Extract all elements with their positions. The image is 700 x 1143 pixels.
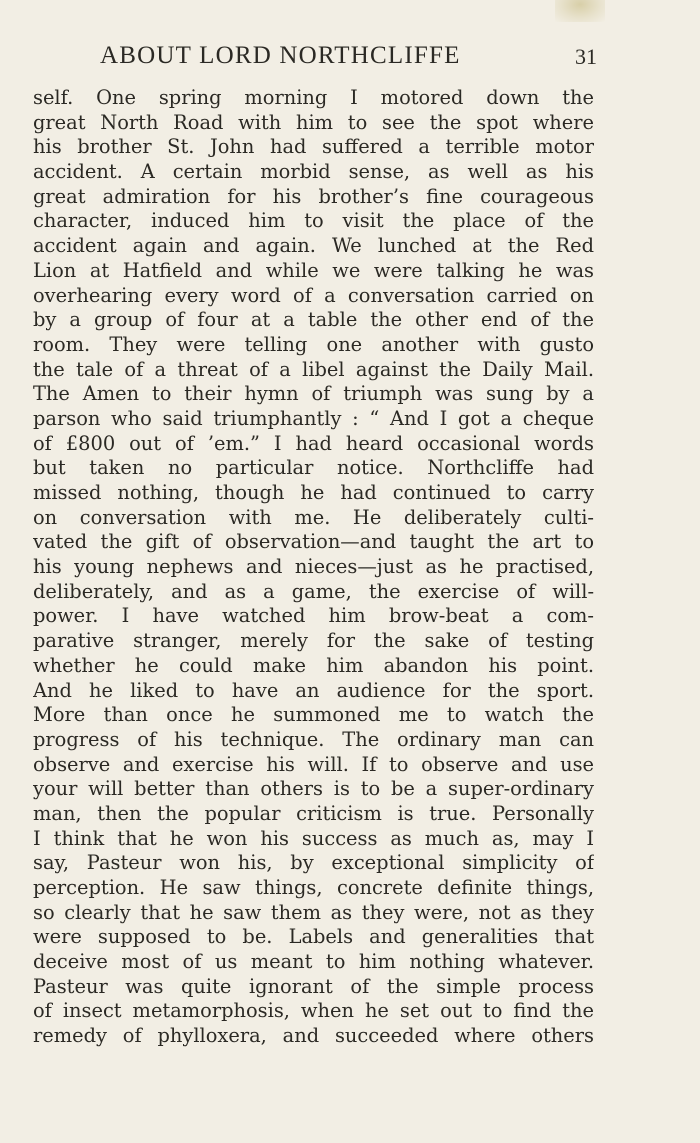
page-header [100,42,600,72]
text-line: Pasteur was quite ignorant of the simple process [33,974,594,998]
text-line: self. One spring morning I motored down the [33,86,594,109]
text-line: perception. He saw things, concrete definite things, [33,876,594,899]
text-line: room. They were telling one another with gusto [33,332,594,356]
text-line: were supposed to be. Labels and generalities that [33,925,594,949]
page-stain [555,0,605,22]
text-line: his brother St. John had suffered a terrible motor [33,135,594,159]
text-line: parative stranger, merely for the sake of testing [33,629,594,653]
text-line: deliberately, and as a game, the exercise of will- [33,579,594,603]
text-line: by a group of four at a table the other end of the [33,308,594,332]
text-line: great admiration for his brother’s fine courageous [33,184,594,208]
text-line: but taken no particular notice. Northcliffe had [33,456,594,480]
text-line-daily-mail: the tale of a threat of a libel against the Daily Mail. [33,357,594,381]
text-line: missed nothing, though he had continued to carry [33,481,594,504]
text-line: character, induced him to visit the place of the [33,209,594,233]
text-line: say, Pasteur won his, by exceptional simplicity of [33,851,594,875]
text-line: overhearing every word of a conversation carried on [33,283,594,307]
text-line: I think that he won his success as much as, may I [33,826,594,850]
text-line: of £800 out of ’em.” I had heard occasional words [33,431,594,455]
text-line: accident again and again. We lunched at the Red [33,234,594,258]
text-line: of insect metamorphosis, when he set out to find the [33,999,594,1023]
page-number: 31 [575,44,597,69]
text-line: your will better than others is to be a super-ordinary [33,777,594,801]
text-line: progress of his technique. The ordinary man can [33,727,594,751]
text-line: power. I have watched him brow-beat a com- [33,604,594,628]
text-line: observe and exercise his will. If to observe and use [33,752,594,776]
text-line: deceive most of us meant to him nothing whatever. [33,950,594,974]
text-line: And he liked to have an audience for the sport. [33,678,594,702]
text-line: on conversation with me. He deliberately culti- [33,505,594,529]
text-line: vated the gift of observation—and taught the art to [33,530,594,554]
body-text [33,86,594,1049]
text-line: remedy of phylloxera, and succeeded where others [33,1024,594,1048]
running-head: ABOUT LORD NORTHCLIFFE [100,42,461,69]
text-line: his young nephews and nieces—just as he practised, [33,555,594,579]
text-line: Lion at Hatfield and while we were talking he was [33,258,594,282]
text-line: man, then the popular criticism is true. Personally [33,801,594,825]
text-line: The Amen to their hymn of triumph was sung by a [33,382,594,406]
text-line: great North Road with him to see the spot where [33,110,594,134]
text-line: accident. A certain morbid sense, as well as his [33,160,594,184]
text-line: parson who said triumphantly : “ And I got a cheque [33,406,594,430]
text-line: whether he could make him abandon his point. [33,653,594,677]
text-line: so clearly that he saw them as they were, not as they [33,900,594,924]
text-line: More than once he summoned me to watch the [33,703,594,727]
